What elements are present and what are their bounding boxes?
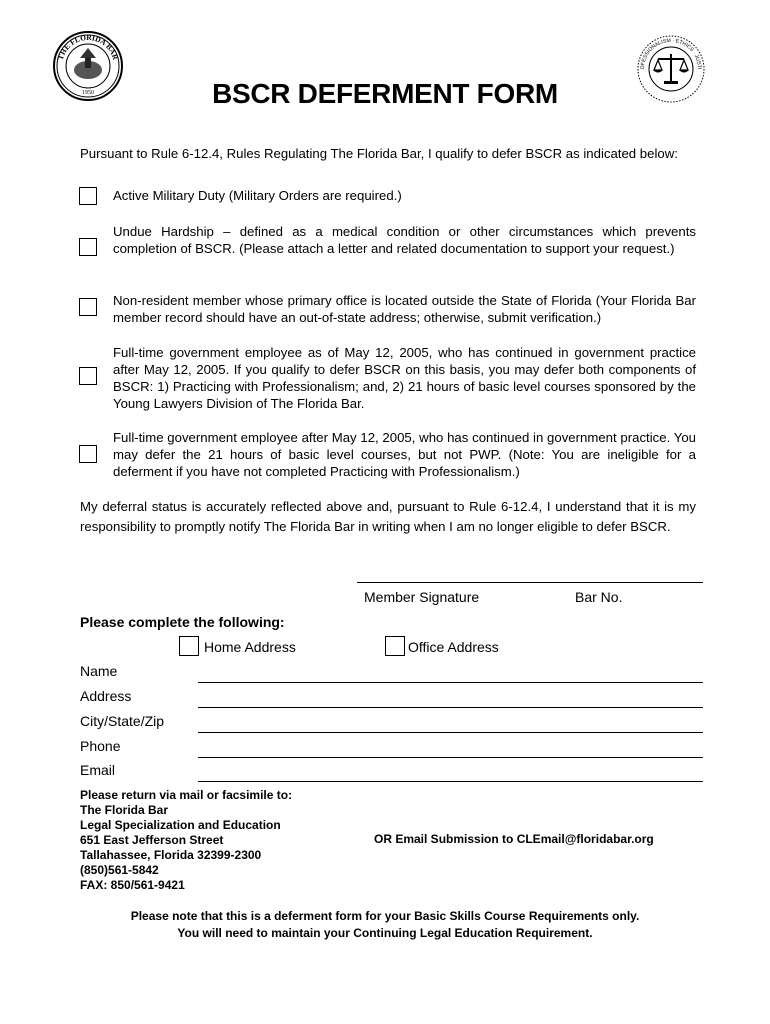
- checkbox-undue-hardship[interactable]: [79, 238, 97, 256]
- footer-note-line1: Please note that this is a deferment form for your Basic Skills Course Requirements only.: [130, 909, 640, 923]
- email-label: Email: [80, 762, 116, 778]
- return-org: The Florida Bar: [80, 803, 169, 817]
- return-fax: FAX: 850/561-9421: [80, 878, 185, 892]
- email-submission-text: OR Email Submission to CLEmail@floridabar.org: [374, 832, 654, 846]
- checkbox-government-after[interactable]: [79, 445, 97, 463]
- bar-no-label: Bar No.: [575, 589, 623, 605]
- option-active-military: Active Military Duty (Military Orders are required.): [113, 188, 402, 203]
- city-state-zip-field[interactable]: [198, 732, 703, 733]
- phone-label: Phone: [80, 738, 121, 754]
- svg-text:PROFESSIONALISM · ETHICS · JUS: OFESSIONALISM · ETHICS · JUSTI: [639, 37, 703, 70]
- svg-text:THE FLORIDA BAR: THE FLORIDA BAR: [55, 32, 121, 61]
- member-signature-label: Member Signature: [364, 589, 480, 605]
- return-dept: Legal Specialization and Education: [80, 818, 281, 832]
- checkbox-government-before[interactable]: [79, 367, 97, 385]
- option-undue-hardship: Undue Hardship – defined as a medical condition or other circumstances which prevents completion of BSCR. (Please attach a letter and related documentation to support your request.): [113, 224, 696, 256]
- return-address-block: [80, 788, 292, 893]
- option-government-before: Full-time government employee as of May 12, 2005, who has continued in government practice after May 12, 2005. If you qualify to defer BSCR on this basis, you may defer both components of BSCR: 1) Practicing with Professionalism; and, 2) 21 hours of basic level courses sponsored by the Young Lawyers Division of The Florida Bar.: [113, 345, 696, 411]
- checkbox-non-resident[interactable]: [79, 298, 97, 316]
- option-non-resident: Non-resident member whose primary office is located outside the State of Florida (Your Florida Bar member record should have an out-of-state address; otherwise, submit verification.): [113, 293, 696, 325]
- email-field[interactable]: [198, 781, 703, 782]
- footer-note-line2: You will need to maintain your Continuing Legal Education Requirement.: [177, 926, 593, 940]
- phone-field[interactable]: [198, 757, 703, 758]
- complete-heading: Please complete the following:: [80, 614, 285, 630]
- return-city: Tallahassee, Florida 32399-2300: [80, 848, 262, 862]
- name-field[interactable]: [198, 682, 703, 683]
- option-government-after: Full-time government employee after May 12, 2005, who has continued in government practice. You may defer the 21 hours of basic level courses, but not PWP. (Note: You are ineligible for a deferment if you have not completed Practicing with Professionalism.): [113, 430, 696, 479]
- home-address-label: Home Address: [204, 639, 296, 655]
- return-instruction: Please return via mail or facsimile to:: [80, 788, 293, 802]
- form-title: BSCR DEFERMENT FORM: [212, 78, 558, 109]
- checkbox-office-address[interactable]: [385, 636, 405, 656]
- checkbox-active-military[interactable]: [79, 187, 97, 205]
- return-phone: (850)561-5842: [80, 863, 159, 877]
- address-label: Address: [80, 688, 132, 704]
- return-street: 651 East Jefferson Street: [80, 833, 224, 847]
- name-label: Name: [80, 663, 118, 679]
- address-field[interactable]: [198, 707, 703, 708]
- footer-note: [0, 908, 770, 942]
- checkbox-home-address[interactable]: [179, 636, 199, 656]
- city-state-zip-label: City/State/Zip: [80, 713, 165, 729]
- signature-line[interactable]: [357, 582, 703, 583]
- deferral-statement: My deferral status is accurately reflected above and, pursuant to Rule 6-12.4, I understand that it is my responsibility to promptly notify The Florida Bar in writing when I am no longer eligible to defer BSCR.: [80, 499, 696, 534]
- svg-text:1950: 1950: [82, 90, 94, 96]
- office-address-label: Office Address: [408, 639, 499, 655]
- intro-paragraph: Pursuant to Rule 6-12.4, Rules Regulating The Florida Bar, I qualify to defer BSCR as indicated below:: [80, 146, 678, 161]
